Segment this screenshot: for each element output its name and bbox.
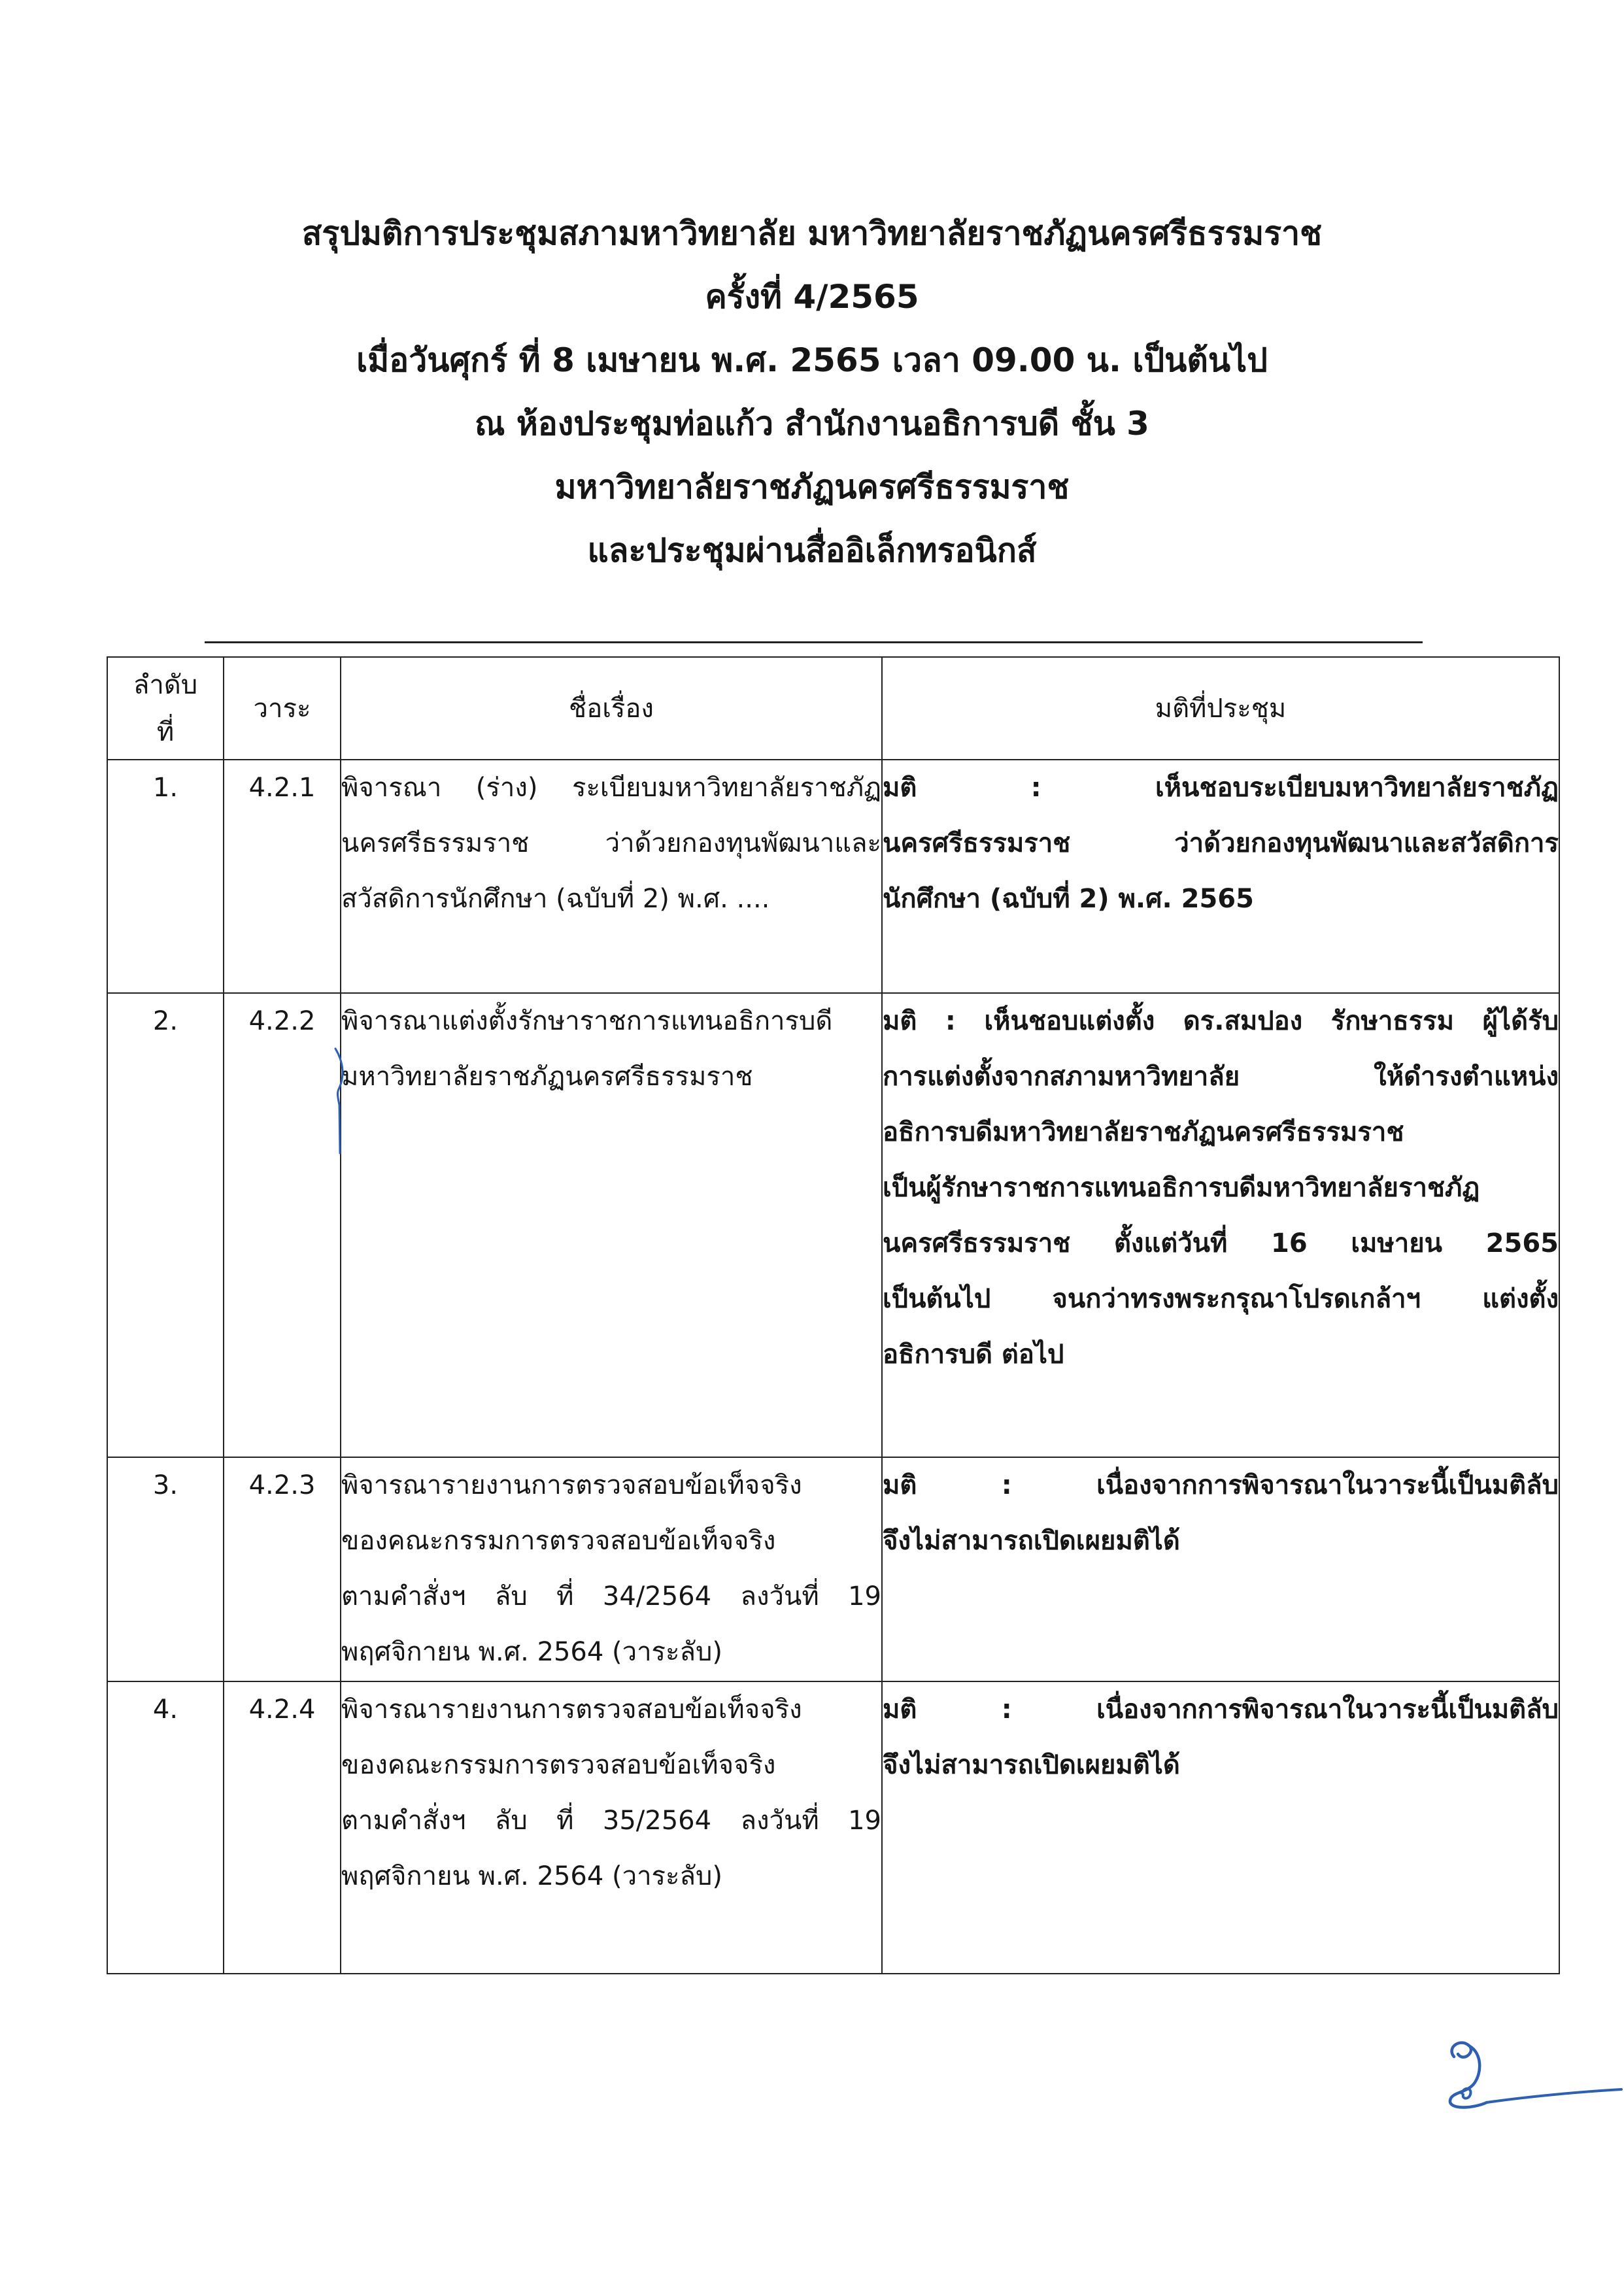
resolution-line: การแต่งตั้งจากสภามหาวิทยาลัย ให้ดำรงตำแหน่ง [883, 1062, 1559, 1092]
agenda-number: 4.2.4 [224, 1681, 341, 1974]
table-header-row [107, 657, 1559, 760]
subject-line: พิจารณาแต่งตั้งรักษาราชการแทนอธิการบดี [341, 1006, 833, 1036]
resolution-line: จึงไม่สามารถเปิดเผยมติได้ [883, 1526, 1180, 1556]
subject-line: มหาวิทยาลัยราชภัฏนครศรีธรรมราช [341, 1062, 753, 1092]
header-subject: ชื่อเรื่อง [341, 657, 882, 760]
resolution-cell [882, 993, 1559, 1457]
table-row [107, 760, 1559, 993]
resolution-line: อธิการบดี ต่อไป [883, 1340, 1064, 1370]
subject-line: สวัสดิการนักศึกษา (ฉบับที่ 2) พ.ศ. .... [341, 884, 770, 914]
header-order-line: ลำดับ [133, 669, 198, 700]
title-line-university: มหาวิทยาลัยราชภัฏนครศรีธรรมราช [554, 468, 1070, 506]
subject-line: ของคณะกรรมการตรวจสอบข้อเท็จจริง [341, 1750, 776, 1780]
header-agenda: วาระ [224, 657, 341, 760]
title-line-venue: ณ ห้องประชุมท่อแก้ว สำนักงานอธิการบดี ชั้น 3 [475, 405, 1149, 443]
resolution-line: นครศรีธรรมราช ว่าด้วยกองทุนพัฒนาและสวัสดิการ [883, 828, 1559, 858]
header-order-number [107, 657, 224, 760]
pen-mark [330, 1046, 350, 1157]
subject-cell [341, 1457, 882, 1681]
table-row [107, 1457, 1559, 1681]
resolution-cell [882, 1681, 1559, 1974]
agenda-number: 4.2.3 [224, 1457, 341, 1681]
resolution-line: เป็นผู้รักษาราชการแทนอธิการบดีมหาวิทยาลัยราชภัฏ [883, 1173, 1480, 1203]
agenda-number: 4.2.2 [224, 993, 341, 1457]
resolution-cell [882, 1457, 1559, 1681]
table-row [107, 1681, 1559, 1974]
resolution-line: มติ : เห็นชอบแต่งตั้ง ดร.สมปอง รักษาธรรม ผู้ได้รับ [883, 1006, 1559, 1036]
subject-cell [341, 1681, 882, 1974]
header-resolution: มติที่ประชุม [882, 657, 1559, 760]
title-line-session: ครั้งที่ 4/2565 [705, 278, 919, 316]
title-line-online: และประชุมผ่านสื่ออิเล็กทรอนิกส์ [587, 531, 1037, 569]
subject-line: นครศรีธรรมราช ว่าด้วยกองทุนพัฒนาและ [341, 828, 881, 858]
subject-cell [341, 993, 882, 1457]
signature [1432, 2027, 1624, 2118]
resolution-line: มติ : เนื่องจากการพิจารณาในวาระนี้เป็นมติลับ [883, 1695, 1559, 1725]
agenda-number: 4.2.1 [224, 760, 341, 993]
header-order-line: ที่ [156, 717, 175, 747]
subject-line: พฤศจิกายน พ.ศ. 2564 (วาระลับ) [341, 1861, 723, 1891]
subject-line: ตามคำสั่งฯ ลับ ที่ 35/2564 ลงวันที่ 19 [341, 1806, 881, 1836]
resolution-line: อธิการบดีมหาวิทยาลัยราชภัฏนครศรีธรรมราช [883, 1117, 1404, 1147]
resolution-line: นักศึกษา (ฉบับที่ 2) พ.ศ. 2565 [883, 884, 1254, 914]
subject-line: พิจารณา (ร่าง) ระเบียบมหาวิทยาลัยราชภัฏ [341, 773, 881, 803]
document-title [0, 202, 1624, 582]
resolution-line: เป็นต้นไป จนกว่าทรงพระกรุณาโปรดเกล้าฯ แต่งตั้ง [883, 1284, 1559, 1314]
subject-line: ตามคำสั่งฯ ลับ ที่ 34/2564 ลงวันที่ 19 [341, 1581, 881, 1611]
subject-line: พิจารณารายงานการตรวจสอบข้อเท็จจริง [341, 1470, 802, 1500]
resolution-line: จึงไม่สามารถเปิดเผยมติได้ [883, 1750, 1180, 1780]
table-row [107, 993, 1559, 1457]
title-line-summary: สรุปมติการประชุมสภามหาวิทยาลัย มหาวิทยาลัยราชภัฏนครศรีธรรมราช [301, 214, 1323, 252]
title-line-date: เมื่อวันศุกร์ ที่ 8 เมษายน พ.ศ. 2565 เวลา 09.00 น. เป็นต้นไป [356, 341, 1268, 379]
resolution-cell [882, 760, 1559, 993]
subject-line: พฤศจิกายน พ.ศ. 2564 (วาระลับ) [341, 1637, 723, 1667]
subject-line: ของคณะกรรมการตรวจสอบข้อเท็จจริง [341, 1526, 776, 1556]
resolution-line: มติ : เห็นชอบระเบียบมหาวิทยาลัยราชภัฏ [883, 773, 1559, 803]
resolution-line: นครศรีธรรมราช ตั้งแต่วันที่ 16 เมษายน 2565 [883, 1228, 1559, 1258]
table-top-rule [205, 641, 1423, 643]
row-number: 2. [107, 993, 224, 1457]
row-number: 3. [107, 1457, 224, 1681]
resolutions-table [107, 656, 1560, 1974]
row-number: 1. [107, 760, 224, 993]
subject-cell [341, 760, 882, 993]
resolution-line: มติ : เนื่องจากการพิจารณาในวาระนี้เป็นมติลับ [883, 1470, 1559, 1500]
subject-line: พิจารณารายงานการตรวจสอบข้อเท็จจริง [341, 1695, 802, 1725]
row-number: 4. [107, 1681, 224, 1974]
